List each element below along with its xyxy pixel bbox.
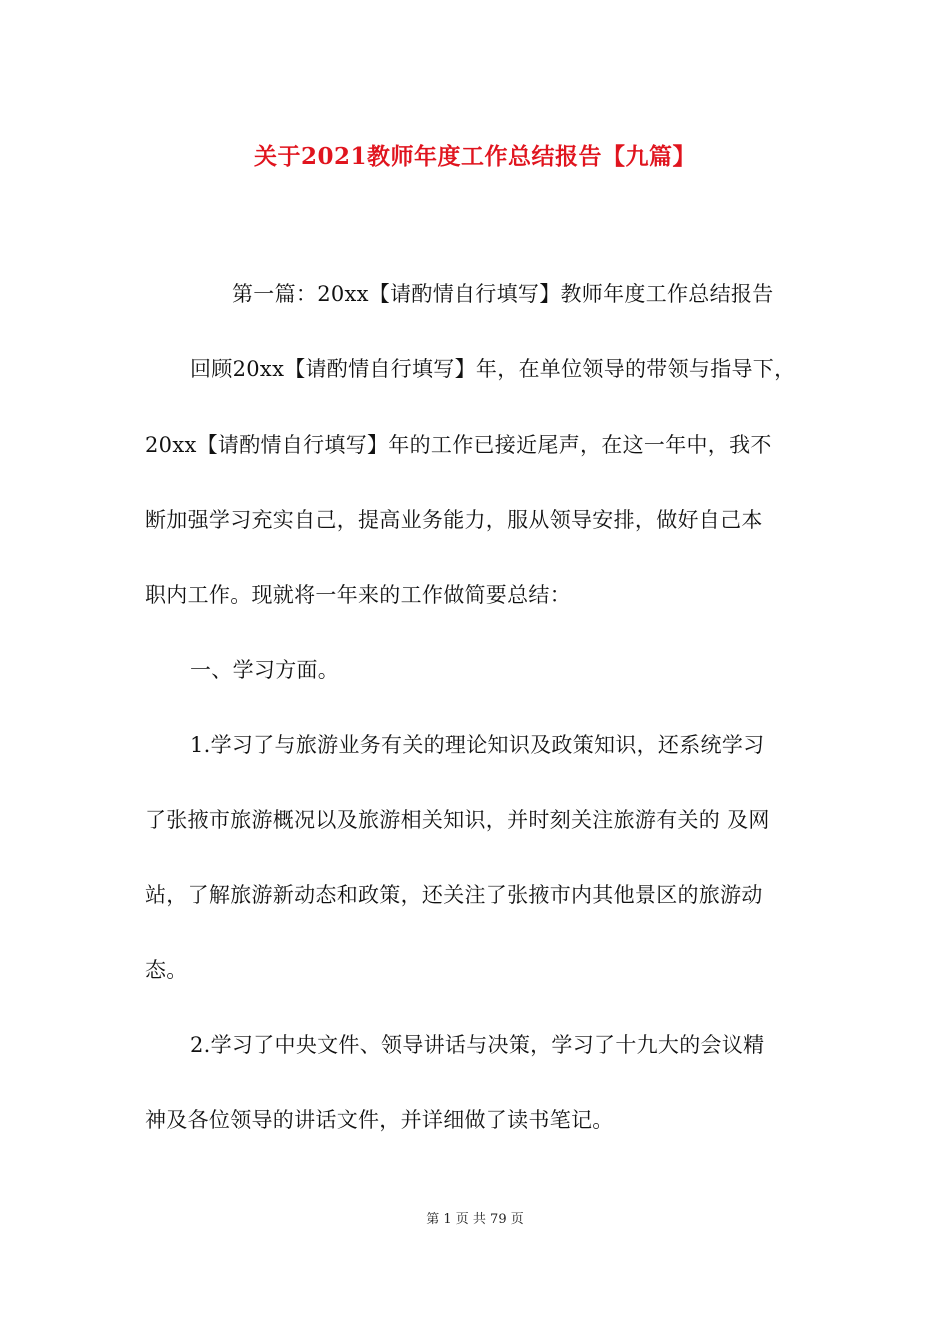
body-line: 回顾20xx【请酌情自行填写】年，在单位领导的带领与指导下，: [190, 357, 796, 381]
document-title: 关于2021教师年度工作总结报告【九篇】: [253, 143, 696, 170]
subsection-heading: 一、学习方面。: [190, 658, 340, 682]
body-line: 1.学习了与旅游业务有关的理论知识及政策知识，还系统学习: [190, 733, 765, 757]
body-line: 20xx【请酌情自行填写】年的工作已接近尾声，在这一年中，我不: [145, 433, 772, 457]
body-line: 神及各位领导的讲话文件，并详细做了读书笔记。: [145, 1108, 614, 1132]
body-line: 站，了解旅游新动态和政策，还关注了张掖市内其他景区的旅游动: [145, 883, 763, 907]
body-line: 2.学习了中央文件、领导讲话与决策，学习了十九大的会议精: [190, 1033, 765, 1057]
body-line: 断加强学习充实自己，提高业务能力，服从领导安排，做好自己本: [145, 508, 763, 532]
section-heading: 第一篇：20xx【请酌情自行填写】教师年度工作总结报告: [232, 282, 774, 306]
page-footer: [0, 1208, 950, 1227]
body-line: 了张掖市旅游概况以及旅游相关知识，并时刻关注旅游有关的 及网: [145, 808, 770, 832]
body-line: 态。: [145, 958, 188, 982]
body-line: 职内工作。现就将一年来的工作做简要总结：: [145, 583, 571, 607]
page-number-label: 第 1 页 共 79 页: [426, 1212, 524, 1227]
